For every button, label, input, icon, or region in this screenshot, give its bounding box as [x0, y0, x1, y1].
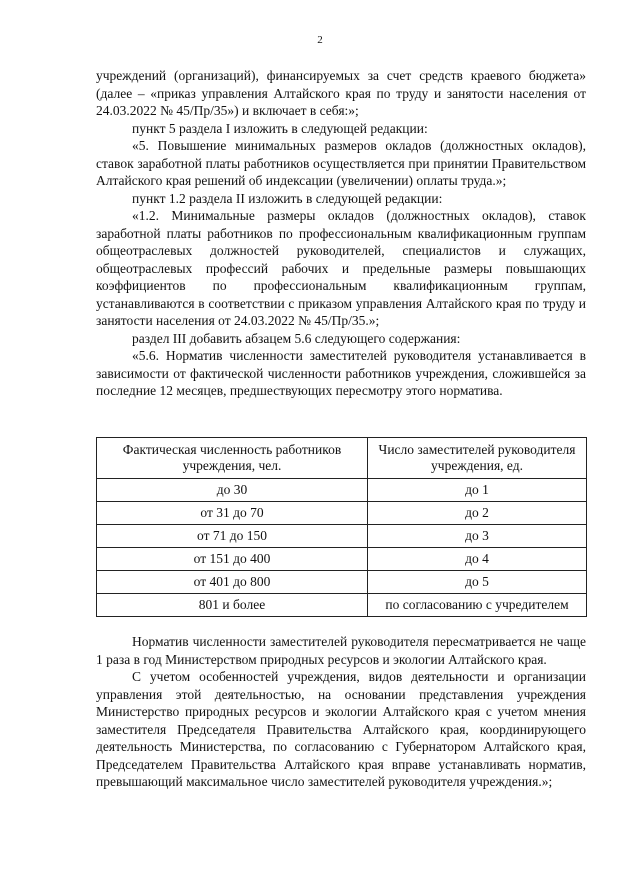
page-number: 2 [317, 34, 323, 46]
deputies-norm-table [96, 437, 587, 617]
table-cell: от 71 до 150 [97, 525, 368, 548]
table-cell: до 3 [368, 525, 587, 548]
paragraph-quote-5: «5. Повышение минимальных размеров окладов (должностных окладов), ставок заработной платы работников осуществляется при принятии Правительством Алтайского края решений об индексации (увеличении) оплаты труда.»; [96, 138, 586, 188]
paragraph-quote-1-2: «1.2. Минимальные размеры окладов (должностных окладов), ставок заработной платы работников по профессиональным квалификационным группам общеотраслевых должностей руководителей, специалистов и служащих, общеотраслевых профессий рабочих и предельные размеры повышающих коэффициентов по профессиональным квалификационным группам, устанавливаются в соответствии с приказом управления Алтайского края по труду и занятости населения от 24.03.2022 № 45/Пр/35.»; [96, 208, 586, 328]
table-cell: от 401 до 800 [97, 571, 368, 594]
table-cell: до 30 [97, 479, 368, 502]
paragraph-instruction-3: раздел III добавить абзацем 5.6 следующего содержания: [132, 330, 461, 346]
table-row [97, 594, 587, 617]
table-cell: от 151 до 400 [97, 548, 368, 571]
table-cell: до 4 [368, 548, 587, 571]
table-cell: до 2 [368, 502, 587, 525]
table-cell: до 5 [368, 571, 587, 594]
paragraph-exceeding-norm: С учетом особенностей учреждения, видов деятельности и организации управления этой деятельностью, на основании представления учреждения Министерство природных ресурсов и экологии Алтайского края с учетом мнения заместителя Председателя Правительства Алтайского края, координирующего деятельность Министерства, по согласованию с Губернатором Алтайского края, Председателем Правительства Алтайского края вправе устанавливать норматив, превышающий максимальное число заместителей руководителя учреждения.»; [96, 669, 586, 789]
table-cell: по согласованию с учредителем [368, 594, 587, 617]
table-row [97, 502, 587, 525]
body-text-top [96, 67, 586, 400]
paragraph-instruction-1: пункт 5 раздела I изложить в следующей редакции: [132, 120, 428, 136]
table-header-row [97, 438, 587, 479]
table-cell: до 1 [368, 479, 587, 502]
paragraph-quote-5-6: «5.6. Норматив численности заместителей руководителя устанавливается в зависимости от фактической численности работников учреждения, сложившейся за последние 12 месяцев, предшествующих пересмотру этого норматива. [96, 348, 586, 398]
table-header-cell: Число заместителей руководителя учреждения, ед. [368, 438, 587, 479]
body-text-bottom [96, 633, 586, 791]
table-header-cell: Фактическая численность работников учреждения, чел. [97, 438, 368, 479]
table-cell: 801 и более [97, 594, 368, 617]
table-row [97, 525, 587, 548]
table-row [97, 548, 587, 571]
table-row [97, 571, 587, 594]
paragraph-review-frequency: Норматив численности заместителей руководителя пересматривается не чаще 1 раза в год Министерством природных ресурсов и экологии Алтайского края. [96, 634, 586, 667]
table-cell: от 31 до 70 [97, 502, 368, 525]
paragraph-continuation: учреждений (организаций), финансируемых за счет средств краевого бюджета» (далее – «приказ управления Алтайского края по труду и занятости населения от 24.03.2022 № 45/Пр/35») и включает в себя:»; [96, 68, 586, 118]
paragraph-instruction-2: пункт 1.2 раздела II изложить в следующей редакции: [132, 190, 443, 206]
table-row [97, 479, 587, 502]
